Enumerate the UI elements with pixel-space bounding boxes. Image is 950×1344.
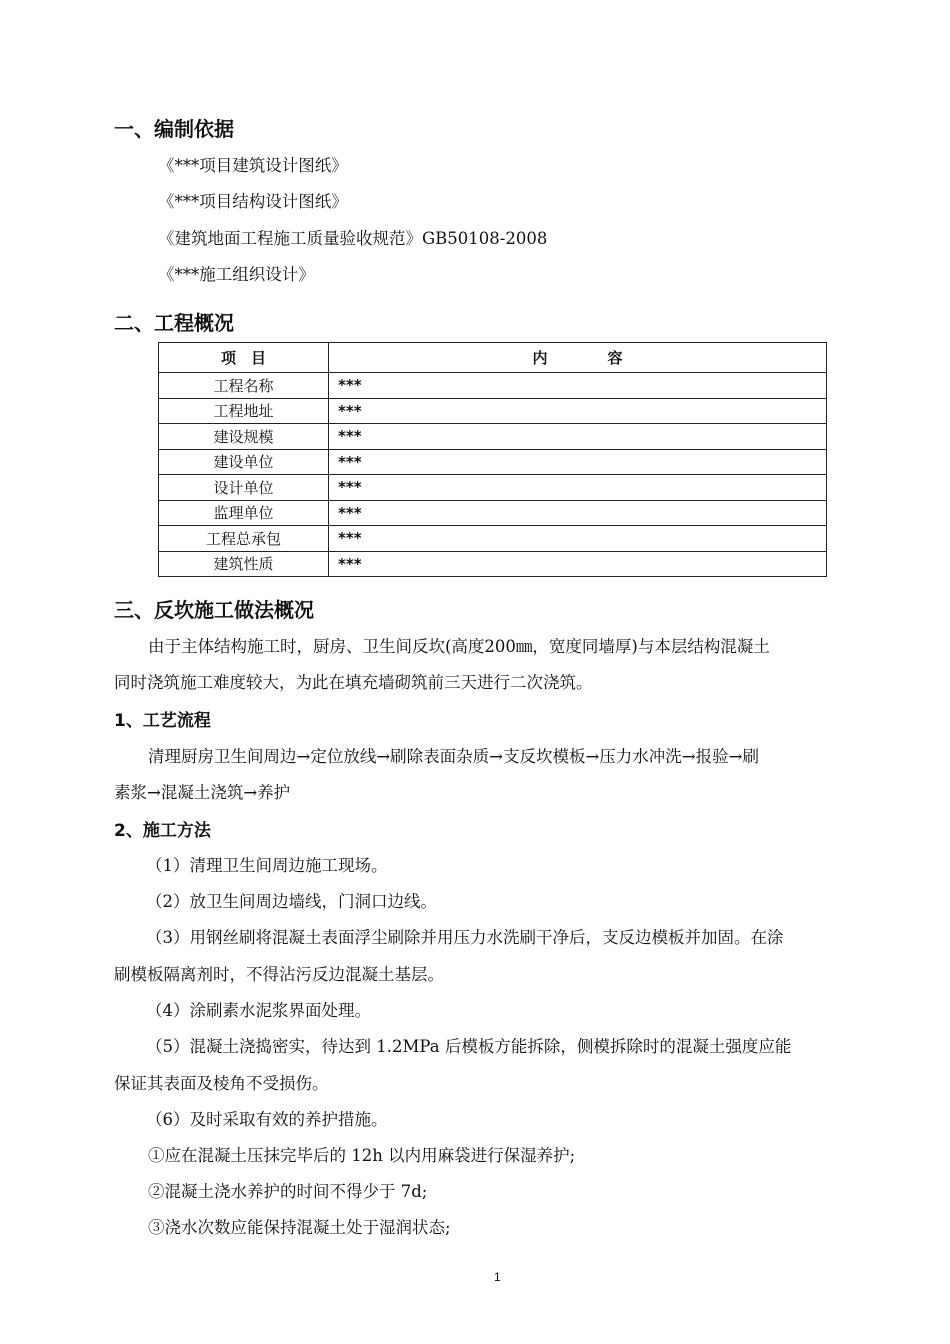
reference-item: 《建筑地面工程施工质量验收规范》GB50108-2008 (158, 229, 548, 248)
method-step: （4）涂刷素水泥浆界面处理。 (146, 1001, 371, 1020)
section-3-title: 三、反坎施工做法概况 (114, 598, 314, 622)
row-value: *** (329, 449, 827, 475)
page-number: 1 (494, 1270, 501, 1284)
curing-item: ③浇水次数应能保持混凝土处于湿润状态; (148, 1218, 451, 1237)
method-step: （1）清理卫生间周边施工现场。 (146, 856, 388, 875)
table-row (159, 475, 827, 501)
table-row (159, 500, 827, 526)
project-overview-table (158, 342, 827, 577)
curing-item: ②混凝土浇水养护的时间不得少于 7d; (148, 1182, 428, 1201)
table-row (159, 398, 827, 424)
method-step-continued: 保证其表面及棱角不受损伤。 (114, 1074, 329, 1093)
row-value: *** (329, 398, 827, 424)
curing-item: ①应在混凝土压抹完毕后的 12h 以内用麻袋进行保湿养护; (148, 1146, 576, 1165)
section-2-title: 二、工程概况 (114, 311, 234, 335)
method-step: （5）混凝土浇捣密实，待达到 1.2MPa 后模板方能拆除，侧模拆除时的混凝土强度应能 (146, 1037, 792, 1056)
table-row (159, 526, 827, 552)
intro-line: 由于主体结构施工时，厨房、卫生间反坎(高度200㎜，宽度同墙厚)与本层结构混凝土 (148, 637, 770, 656)
row-key: 工程名称 (159, 373, 329, 399)
row-value: *** (329, 373, 827, 399)
row-value: *** (329, 500, 827, 526)
table-header-content: 内 容 (329, 343, 827, 373)
subsection-process-title: 1、工艺流程 (114, 711, 211, 731)
row-key: 设计单位 (159, 475, 329, 501)
method-step: （2）放卫生间周边墙线，门洞口边线。 (146, 892, 437, 911)
row-key: 建设单位 (159, 449, 329, 475)
method-step-continued: 刷模板隔离剂时，不得沾污反边混凝土基层。 (114, 965, 444, 984)
reference-item: 《***项目结构设计图纸》 (158, 192, 348, 211)
row-value: *** (329, 526, 827, 552)
row-key: 监理单位 (159, 500, 329, 526)
row-value: *** (329, 551, 827, 577)
table-row (159, 449, 827, 475)
section-1-title: 一、编制依据 (114, 117, 234, 141)
row-key: 建筑性质 (159, 551, 329, 577)
table-row (159, 551, 827, 577)
row-key: 工程地址 (159, 398, 329, 424)
table-row (159, 373, 827, 399)
table-header-row (159, 343, 827, 373)
reference-item: 《***施工组织设计》 (158, 265, 315, 284)
row-value: *** (329, 424, 827, 450)
row-value: *** (329, 475, 827, 501)
method-step: （3）用钢丝刷将混凝土表面浮尘刷除并用压力水洗刷干净后，支反边模板并加固。在涂 (146, 928, 784, 947)
table-row (159, 424, 827, 450)
process-flow-line: 清理厨房卫生间周边→定位放线→刷除表面杂质→支反坎模板→压力水冲洗→报验→刷 (148, 747, 759, 766)
reference-item: 《***项目建筑设计图纸》 (158, 156, 348, 175)
row-key: 工程总承包 (159, 526, 329, 552)
table-header-item: 项 目 (159, 343, 329, 373)
row-key: 建设规模 (159, 424, 329, 450)
subsection-method-title: 2、施工方法 (114, 821, 211, 841)
process-flow-line: 素浆→混凝土浇筑→养护 (114, 783, 291, 802)
intro-line: 同时浇筑施工难度较大，为此在填充墙砌筑前三天进行二次浇筑。 (114, 673, 593, 692)
method-step: （6）及时采取有效的养护措施。 (146, 1110, 388, 1129)
